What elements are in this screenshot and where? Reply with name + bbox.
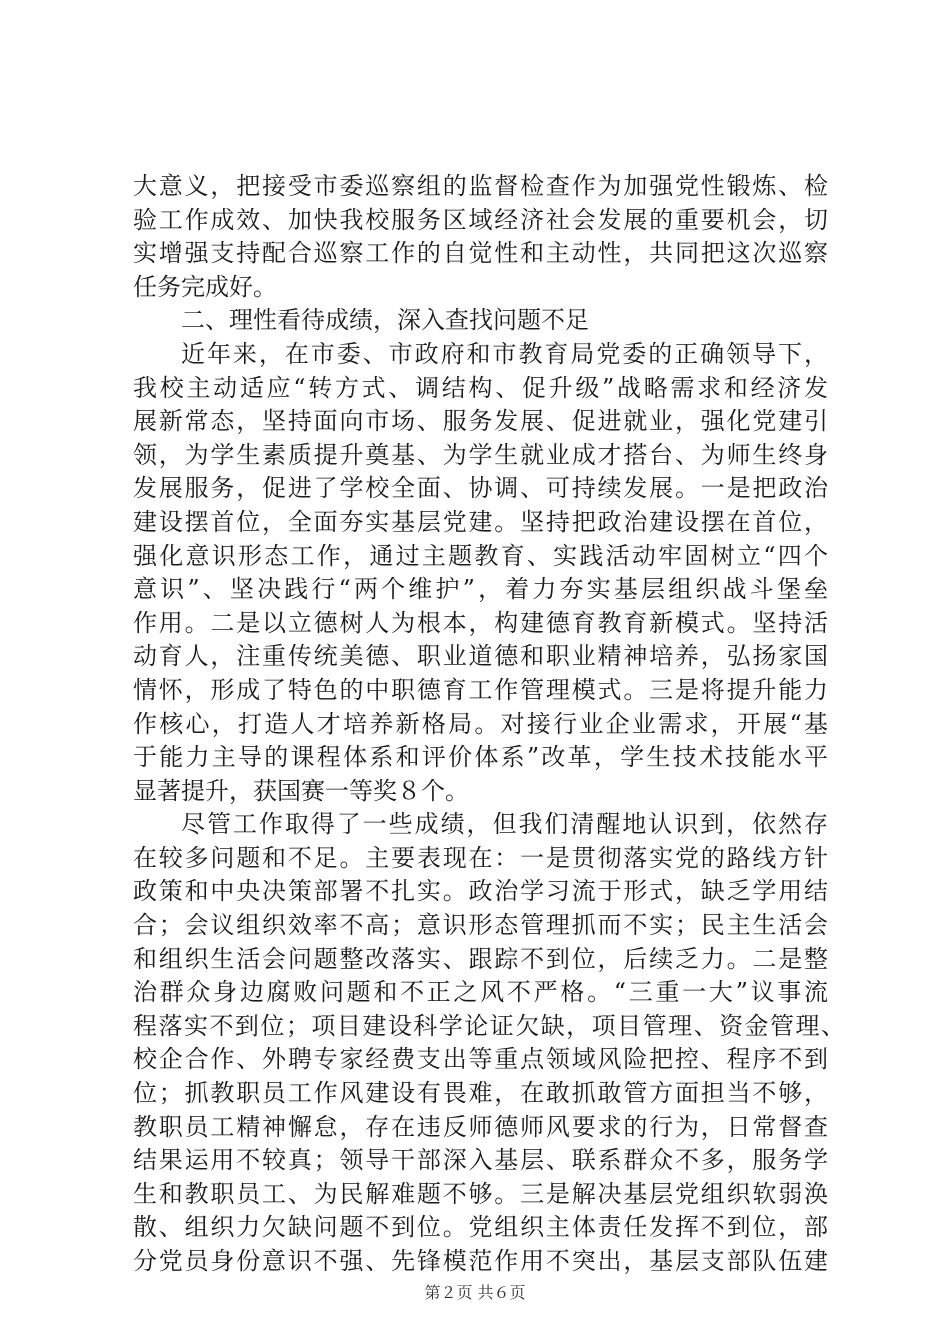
text-line: 散、组织力欠缺问题不到位。党组织主体责任发挥不到位，部 [133,1213,828,1242]
text-line: 和组织生活会问题整改落实、跟踪不到位，后续乏力。二是整 [133,944,828,973]
text-line: 大意义，把接受市委巡察组的监督检查作为加强党性锻炼、检 [133,172,828,200]
text-line: 合；会议组织效率不高；意识形态管理抓而不实；民主生活会 [133,911,828,940]
text-line: 任务完成好。 [133,272,277,301]
text-line: 政策和中央决策部署不扎实。政治学习流于形式，缺乏学用结 [133,877,828,906]
text-line: 我校主动适应“转方式、调结构、促升级”战略需求和经济发 [133,373,828,402]
text-line: 位；抓教职员工作风建设有畏难，在敢抓敢管方面担当不够， [133,1079,828,1108]
text-line: 程落实不到位；项目建设科学论证欠缺，项目管理、资金管理、 [133,1011,845,1040]
paragraph-start-line: 尽管工作取得了一些成绩，但我们清醒地认识到，依然存 [181,810,828,839]
text-line: 生和教职员工、为民解难题不够。三是解决基层党组织软弱涣 [133,1179,828,1208]
text-line: 教职员工精神懈怠，存在违反师德师风要求的行为，日常督查 [133,1112,828,1141]
document-body [133,170,845,1279]
paragraph-start-line: 近年来，在市委、市政府和市教育局党委的正确领导下， [181,339,828,368]
section-heading: 二、理性看待成绩，深入查找问题不足 [181,306,589,335]
text-line: 强化意识形态工作，通过主题教育、实践活动牢固树立“四个 [133,541,828,570]
text-line: 在较多问题和不足。主要表现在：一是贯彻落实党的路线方针 [133,843,828,872]
text-line: 校企合作、外聘专家经费支出等重点领域风险把控、程序不到 [133,1045,828,1074]
text-line: 情怀，形成了特色的中职德育工作管理模式。三是将提升能力 [133,675,828,704]
text-line: 意识”、坚决践行“两个维护”，着力夯实基层组织战斗堡垒 [133,575,828,604]
text-line: 显著提升，获国赛一等奖８个。 [133,776,469,805]
text-line: 领，为学生素质提升奠基、为学生就业成才搭台、为师生终身 [133,440,828,469]
text-line: 建设摆首位，全面夯实基层党建。坚持把政治建设摆在首位， [133,507,828,536]
text-line: 动育人，注重传统美德、职业道德和职业精神培养，弘扬家国 [133,642,828,671]
text-line: 结果运用不较真；领导干部深入基层、联系群众不多，服务学 [133,1146,828,1175]
page-number-footer: 第２页 共６页 [424,1283,526,1302]
text-line: 作用。二是以立德树人为根本，构建德育教育新模式。坚持活 [133,608,828,637]
text-line: 于能力主导的课程体系和评价体系”改革，学生技术技能水平 [133,743,828,772]
text-line: 作核心，打造人才培养新格局。对接行业企业需求，开展“基 [133,709,828,738]
text-line: 分党员身份意识不强、先锋模范作用不突出，基层支部队伍建 [133,1247,828,1275]
text-line: 发展服务，促进了学校全面、协调、可持续发展。一是把政治 [133,474,828,503]
text-line: 治群众身边腐败问题和不正之风不严格。“三重一大”议事流 [133,978,828,1007]
text-line: 验工作成效、加快我校服务区域经济社会发展的重要机会，切 [133,205,828,234]
text-line: 展新常态，坚持面向市场、服务发展、促进就业，强化党建引 [133,407,828,436]
text-line: 实增强支持配合巡察工作的自觉性和主动性，共同把这次巡察 [133,239,828,268]
